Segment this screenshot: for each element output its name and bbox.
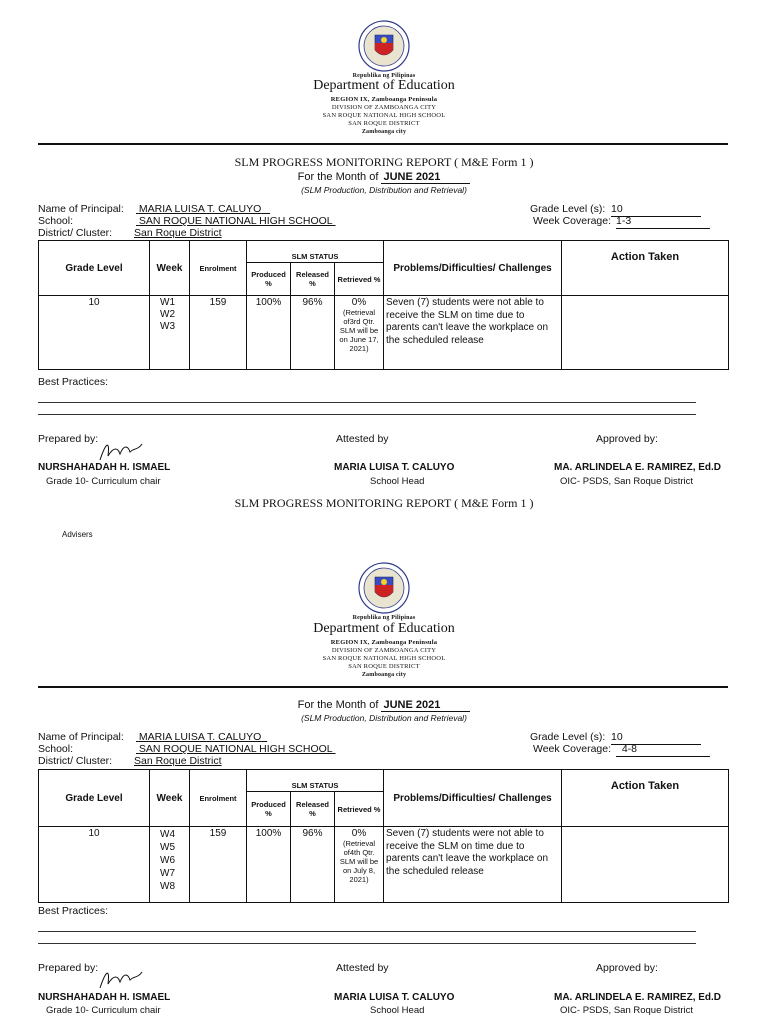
best-practices-line <box>38 931 696 932</box>
approved-name: MA. ARLINDELA E. RAMIREZ, Ed.D <box>554 462 722 473</box>
month-value: JUNE 2021 <box>381 171 470 184</box>
attested-label: Attested by <box>336 433 389 445</box>
th-retrieved: Retrieved % <box>335 792 384 827</box>
approved-label: Approved by: <box>596 962 658 974</box>
school-label: School: <box>38 743 74 755</box>
month-line <box>184 699 584 711</box>
prepared-label: Prepared by: <box>38 962 99 974</box>
th-grade-level: Grade Level <box>39 770 150 827</box>
approved-role: OIC- PSDS, San Roque District <box>560 476 694 487</box>
th-problems: Problems/Difficulties/ Challenges <box>384 241 562 296</box>
district-value: San Roque District <box>134 227 222 239</box>
th-week: Week <box>150 241 190 296</box>
th-action: Action Taken <box>562 770 729 827</box>
slm-table <box>38 240 729 370</box>
deped-seal-icon <box>358 20 410 72</box>
cell-released: 96% <box>291 827 335 903</box>
grade-level-value: 10 <box>611 732 701 745</box>
principal-label: Name of Principal: <box>38 203 124 215</box>
report-title: SLM PROGRESS MONITORING REPORT ( M&E Form 1 ) <box>234 496 534 510</box>
department-title: Department of Education <box>313 621 455 636</box>
th-action: Action Taken <box>562 241 729 296</box>
region-text: REGION IX, Zamboanga Peninsula <box>330 639 438 646</box>
cell-grade: 10 <box>39 827 150 903</box>
th-grade-level: Grade Level <box>39 241 150 296</box>
best-practices-label: Best Practices: <box>38 905 109 917</box>
cell-produced: 100% <box>247 296 291 370</box>
district-header-text: SAN ROQUE DISTRICT <box>348 120 420 127</box>
attested-name: MARIA LUISA T. CALUYO <box>334 992 455 1003</box>
division-text: DIVISION OF ZAMBOANGA CITY <box>331 104 437 111</box>
th-enrolment: Enrolment <box>190 770 247 827</box>
region-text: REGION IX, Zamboanga Peninsula <box>330 96 438 103</box>
table-row <box>39 296 729 370</box>
republic-text: Republika ng Pilipinas <box>352 73 416 79</box>
attested-role: School Head <box>370 1005 425 1016</box>
approved-label: Approved by: <box>596 433 658 445</box>
prepared-role: Grade 10- Curriculum chair <box>46 476 161 487</box>
cell-produced: 100% <box>247 827 291 903</box>
best-practices-line <box>38 402 696 403</box>
grade-level-label: Grade Level (s): <box>530 203 606 215</box>
deped-seal-icon <box>358 562 410 614</box>
best-practices-line <box>38 414 696 415</box>
week-coverage-label: Week Coverage: <box>533 215 612 227</box>
cell-grade: 10 <box>39 296 150 370</box>
prepared-name: NURSHAHADAH H. ISMAEL <box>38 992 171 1003</box>
signature-icon <box>90 438 150 464</box>
month-label: For the Month of <box>297 699 379 711</box>
th-produced: Produced % <box>247 263 291 296</box>
approved-role: OIC- PSDS, San Roque District <box>560 1005 694 1016</box>
week-coverage-value: 4-8 <box>616 744 710 757</box>
header-rule <box>38 686 728 688</box>
city-text: Zamboanga city <box>361 129 407 135</box>
th-problems: Problems/Difficulties/ Challenges <box>384 770 562 827</box>
school-value: SAN ROQUE NATIONAL HIGH SCHOOL <box>138 215 333 227</box>
advisers-label: Advisers <box>62 530 93 539</box>
th-produced: Produced % <box>247 792 291 827</box>
cell-retrieved: 0% (Retrieval of3rd Qtr. SLM will be on June 17, 2021) <box>335 296 384 370</box>
week-coverage-label: Week Coverage: <box>533 743 612 755</box>
school-header-text: SAN ROQUE NATIONAL HIGH SCHOOL <box>322 655 446 662</box>
attested-role: School Head <box>370 476 425 487</box>
best-practices-label: Best Practices: <box>38 376 109 388</box>
header-rule <box>38 143 728 145</box>
th-enrolment: Enrolment <box>190 241 247 296</box>
cell-enrolment: 159 <box>190 296 247 370</box>
school-value: SAN ROQUE NATIONAL HIGH SCHOOL <box>138 743 333 755</box>
cell-problems: Seven (7) students were not able to receive the SLM on time due to parents can't leave the workplace on the scheduled release <box>384 827 562 903</box>
principal-label: Name of Principal: <box>38 731 124 743</box>
table-row <box>39 827 729 903</box>
grade-level-label: Grade Level (s): <box>530 731 606 743</box>
th-slm-status: SLM STATUS <box>247 241 384 263</box>
month-value: JUNE 2021 <box>381 699 470 712</box>
report-subtitle: (SLM Production, Distribution and Retrieval) <box>301 185 467 195</box>
report-title: SLM PROGRESS MONITORING REPORT ( M&E Form 1 ) <box>234 155 534 169</box>
republic-text: Republika ng Pilipinas <box>352 615 416 621</box>
principal-value: MARIA LUISA T. CALUYO <box>138 203 262 215</box>
grade-level-value: 10 <box>611 204 701 217</box>
cell-action <box>562 827 729 903</box>
cell-released: 96% <box>291 296 335 370</box>
school-label: School: <box>38 215 74 227</box>
attested-label: Attested by <box>336 962 389 974</box>
cell-weeks: W1 W2 W3 <box>150 296 190 370</box>
th-released: Released % <box>291 263 335 296</box>
month-line <box>184 171 584 183</box>
cell-weeks: W4 W5 W6 W7 W8 <box>150 827 190 903</box>
cell-enrolment: 159 <box>190 827 247 903</box>
cell-action <box>562 296 729 370</box>
slm-table <box>38 769 729 903</box>
month-label: For the Month of <box>297 171 379 183</box>
signature-icon <box>90 966 150 992</box>
th-released: Released % <box>291 792 335 827</box>
division-text: DIVISION OF ZAMBOANGA CITY <box>331 647 437 654</box>
district-value: San Roque District <box>134 755 222 767</box>
approved-name: MA. ARLINDELA E. RAMIREZ, Ed.D <box>554 992 722 1003</box>
th-slm-status: SLM STATUS <box>247 770 384 792</box>
prepared-name: NURSHAHADAH H. ISMAEL <box>38 462 171 473</box>
department-title: Department of Education <box>313 78 455 93</box>
district-label: District/ Cluster: <box>38 755 113 767</box>
th-week: Week <box>150 770 190 827</box>
report-subtitle: (SLM Production, Distribution and Retrieval) <box>301 713 467 723</box>
prepared-role: Grade 10- Curriculum chair <box>46 1005 161 1016</box>
th-retrieved: Retrieved % <box>335 263 384 296</box>
principal-value: MARIA LUISA T. CALUYO <box>138 731 262 743</box>
week-coverage-value: 1-3 <box>616 216 710 229</box>
cell-retrieved: 0% (Retrieval of4th Qtr. SLM will be on July 8, 2021) <box>335 827 384 903</box>
best-practices-line <box>38 943 696 944</box>
district-header-text: SAN ROQUE DISTRICT <box>348 663 420 670</box>
city-text: Zamboanga city <box>361 672 407 678</box>
cell-problems: Seven (7) students were not able to receive the SLM on time due to parents can't leave the workplace on the scheduled release <box>384 296 562 370</box>
district-label: District/ Cluster: <box>38 227 113 239</box>
attested-name: MARIA LUISA T. CALUYO <box>334 462 455 473</box>
prepared-label: Prepared by: <box>38 433 99 445</box>
school-header-text: SAN ROQUE NATIONAL HIGH SCHOOL <box>322 112 446 119</box>
